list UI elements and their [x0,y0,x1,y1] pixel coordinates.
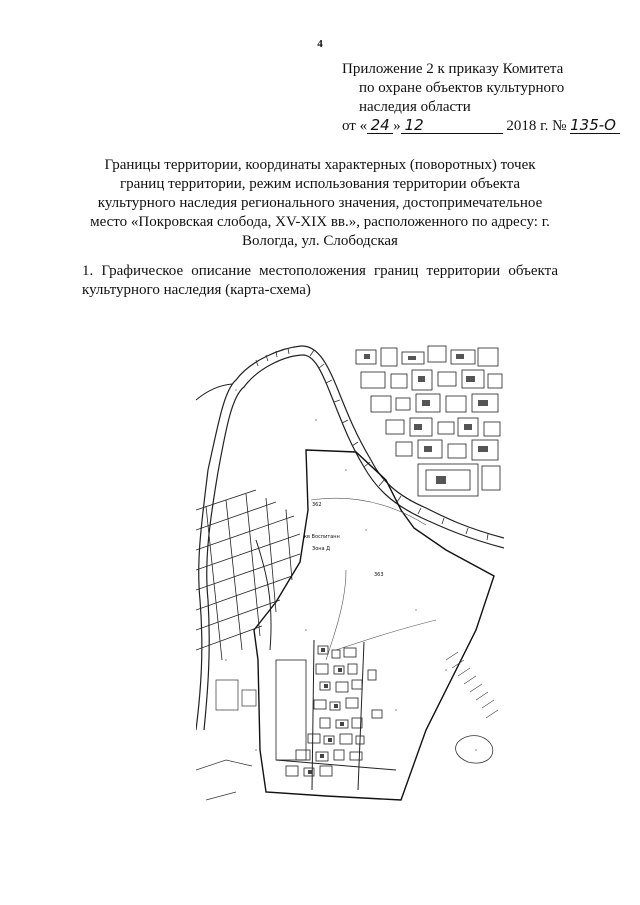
map-label-362: 362 [312,502,322,508]
appendix-line-3: наследия области [359,99,471,115]
date-prefix: от « [342,118,368,134]
document-title: Границы территории, координаты характерных (поворотных) точек границ территории, режим использования территории объекта культурного наследия регионального значения, достопримечательное место «Покровская слобода, XV-XIX вв.», расположенного по адресу: г. Вологда, ул. Слободская [90,157,550,249]
appendix-line-2: по охране объектов культурного [359,80,565,96]
river [196,346,504,730]
map-label-363: 363 [374,572,384,578]
road-upper-left [196,384,232,400]
date-month: 12 [401,118,503,134]
appendix-date-line [342,117,620,136]
date-day: 24 [367,118,393,134]
site-map [196,330,504,818]
order-number: 135-О [570,118,620,134]
appendix-header [342,60,620,136]
map-label-zone: Зона Д [312,546,331,552]
village-streets [276,640,396,790]
pond [456,736,493,763]
garden-path [256,540,271,650]
page-number: 4 [317,38,323,50]
map-label-quarter: кв Воспитанн [304,534,340,540]
lower-left-detail [196,680,256,800]
village-buildings [276,646,382,776]
city-blocks [356,346,502,496]
field-lines [311,498,436,660]
appendix-line-1: Приложение 2 к приказу Комитета [342,61,564,77]
section-1-heading: 1. Графическое описание местоположения границ территории объекта культурного наследия (карта-схема) [82,263,558,298]
date-year: 2018 г. № [502,118,571,134]
date-mid: » [393,118,401,134]
lower-right-hatch [446,652,498,718]
site-map-drawing [196,330,504,818]
city-fill [364,354,488,484]
